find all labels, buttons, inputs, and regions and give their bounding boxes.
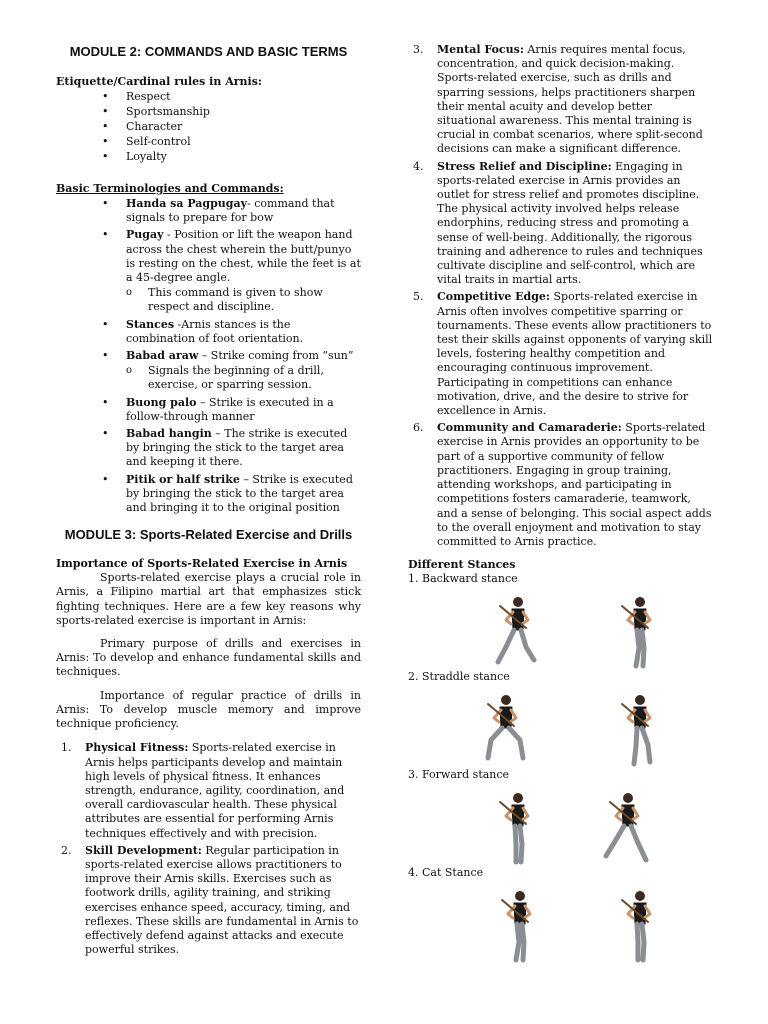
term-name: Babad hangin <box>126 427 212 441</box>
reason-number: 2. <box>61 843 72 857</box>
etiquette-item: • Sportsmanship <box>56 104 361 119</box>
term-description: - command that signals to prepare for bow <box>126 197 335 225</box>
stance-figure-image <box>608 886 668 966</box>
etiquette-list <box>56 89 361 164</box>
stance-figure-image <box>488 886 548 966</box>
reason-text: Regular participation in sports-related exercise allows practitioners to improve their Arnis skills. Exercises such as footwork drills, agility training, and striking exercises enhance speed, accuracy, timing, and reflexes. These skills are fundamental in Arnis to effectively defend against attacks and execute powerful strikes. <box>85 843 359 957</box>
term-item <box>56 197 361 225</box>
terms-list <box>56 197 361 515</box>
stance-illustration-row <box>408 880 713 966</box>
term-subpoint: o Signals the beginning of a drill, exercise, or sparring session. <box>126 364 361 392</box>
term-name: Pugay <box>126 228 164 242</box>
stance-label: 3. Forward stance <box>408 768 510 782</box>
reason-number: 3. <box>413 43 424 56</box>
reason-number: 5. <box>413 290 424 304</box>
etiquette-item: • Self-control <box>56 134 361 149</box>
reason-number: 4. <box>413 159 424 173</box>
reason-item <box>56 741 361 840</box>
term-name: Buong palo <box>126 395 197 409</box>
term-description: -Arnis stances is the combination of foot orientation. <box>126 317 304 345</box>
reason-title: Skill Development: <box>85 843 202 857</box>
term-item <box>56 349 361 393</box>
term-description: – The strike is executed by bringing the stick to the target area and keeping it there. <box>126 427 348 469</box>
reason-text: Sports-related exercise in Arnis helps participants develop and maintain high levels of physical fitness. It enhances strength, endurance, agility, coordination, and overall cardiovascular health. These physical attributes are essential for performing Arnis techniques effectively and with precision. <box>85 741 345 840</box>
reason-title: Mental Focus: <box>437 43 524 56</box>
reason-title: Competitive Edge: <box>437 290 550 304</box>
left-column <box>56 0 361 960</box>
regular-practice-paragraph: Importance of regular practice of drills in Arnis: To develop muscle memory and improve technique proficiency. <box>56 688 361 731</box>
reason-title: Community and Camaraderie: <box>437 421 622 435</box>
stance-figure-image <box>486 592 546 672</box>
term-description: – Strike coming from “sun” <box>198 349 354 363</box>
reason-text: Engaging in sports-related exercise in Arnis provides an outlet for stress relief and promotes discipline. The physical activity involved helps release endorphins, reducing stress and promoting a sense of well-being. Additionally, the rigorous training and adherence to rules and techniques cultivate discipline and self-control, which are vital traits in martial arts. <box>437 159 703 287</box>
stance-figure-image <box>608 592 668 672</box>
right-column <box>408 0 713 966</box>
reasons-list-right <box>408 43 713 549</box>
reason-item <box>408 43 713 157</box>
etiquette-heading: Etiquette/Cardinal rules in Arnis: <box>56 75 262 88</box>
stance-label: 4. Cat Stance <box>408 866 484 880</box>
term-description: – Strike is executed in a follow-through manner <box>126 395 334 423</box>
term-name: Pitik or half strike <box>126 472 240 486</box>
reason-title: Physical Fitness: <box>85 741 189 755</box>
reason-item <box>408 160 713 288</box>
reason-text: Sports-related exercise in Arnis often involves competitive sparring or tournaments. These events allow practitioners to test their skills against opponents of varying skill levels, fostering healthy competition and encouraging continuous improvement. Participating in competitions can enhance motivation, drive, and the desire to strive for excellence in Arnis. <box>437 290 713 418</box>
stance-illustration-row <box>408 586 713 670</box>
reasons-list-left <box>56 741 361 957</box>
etiquette-item: • Respect <box>56 89 361 104</box>
stance-label: 2. Straddle stance <box>408 670 510 684</box>
purpose-paragraph: Primary purpose of drills and exercises in Arnis: To develop and enhance fundamental skills and techniques. <box>56 637 361 679</box>
reason-number: 1. <box>61 741 72 755</box>
terms-heading: Basic Terminologies and Commands: <box>56 182 284 195</box>
etiquette-item: • Loyalty <box>56 149 361 164</box>
term-name: Handa sa Pagpugay <box>126 197 248 210</box>
term-description: – Strike is executed by bringing the stick to the target area and bringing it to the original position <box>126 472 353 515</box>
term-item <box>56 473 361 516</box>
etiquette-item: • Character <box>56 119 361 134</box>
reason-title: Stress Relief and Discipline: <box>437 159 612 173</box>
term-item <box>56 228 361 314</box>
importance-heading: Importance of Sports-Related Exercise in Arnis <box>56 557 348 571</box>
stance-label: 1. Backward stance <box>408 572 518 586</box>
stance-figure-image <box>608 690 668 770</box>
stance-illustration-row <box>408 684 713 768</box>
stance-figure-image <box>486 788 546 868</box>
term-item <box>56 318 361 346</box>
stances-list <box>408 572 713 966</box>
stances-heading: Different Stances <box>408 558 516 572</box>
reason-item <box>56 844 361 958</box>
term-item <box>56 427 361 470</box>
stance-illustration-row <box>408 782 713 866</box>
term-subpoint: o This command is given to show respect and discipline. <box>126 286 361 314</box>
stance-figure-image <box>596 788 656 868</box>
reason-text: Sports-related exercise in Arnis provides an opportunity to be part of a supportive community of fellow practitioners. Engaging in group training, attending workshops, and participating in competitions fosters camaraderie, teamwork, and a sense of belonging. This social aspect adds to the overall enjoyment and motivation to stay committed to Arnis practice. <box>437 421 712 548</box>
intro-paragraph: Sports-related exercise plays a crucial role in Arnis, a Filipino martial art that emphasizes stick fighting techniques. Here are a few key reasons why sports-related exercise is important in Arnis: <box>56 571 361 627</box>
reason-item <box>408 421 713 549</box>
term-description: - Position or lift the weapon hand across the chest wherein the butt/punyo is resting on the chest, while the feet is at a 45-degree angle. <box>126 228 361 285</box>
stance-figure-image <box>474 690 534 770</box>
reason-item <box>408 290 713 418</box>
module2-title: MODULE 2: COMMANDS AND BASIC TERMS <box>69 44 348 59</box>
term-name: Babad araw <box>126 349 199 363</box>
term-name: Stances <box>126 317 175 331</box>
module3-title: MODULE 3: Sports-Related Exercise and Drills <box>64 527 353 543</box>
reason-text: Arnis requires mental focus, concentration, and quick decision-making. Sports-related exercise, such as drills and sparring sessions, helps practitioners sharpen their mental acuity and develop better situational awareness. This mental training is crucial in combat scenarios, where split-second decisions can make a significant difference. <box>437 43 703 156</box>
term-item <box>56 396 361 424</box>
reason-number: 6. <box>413 421 424 435</box>
